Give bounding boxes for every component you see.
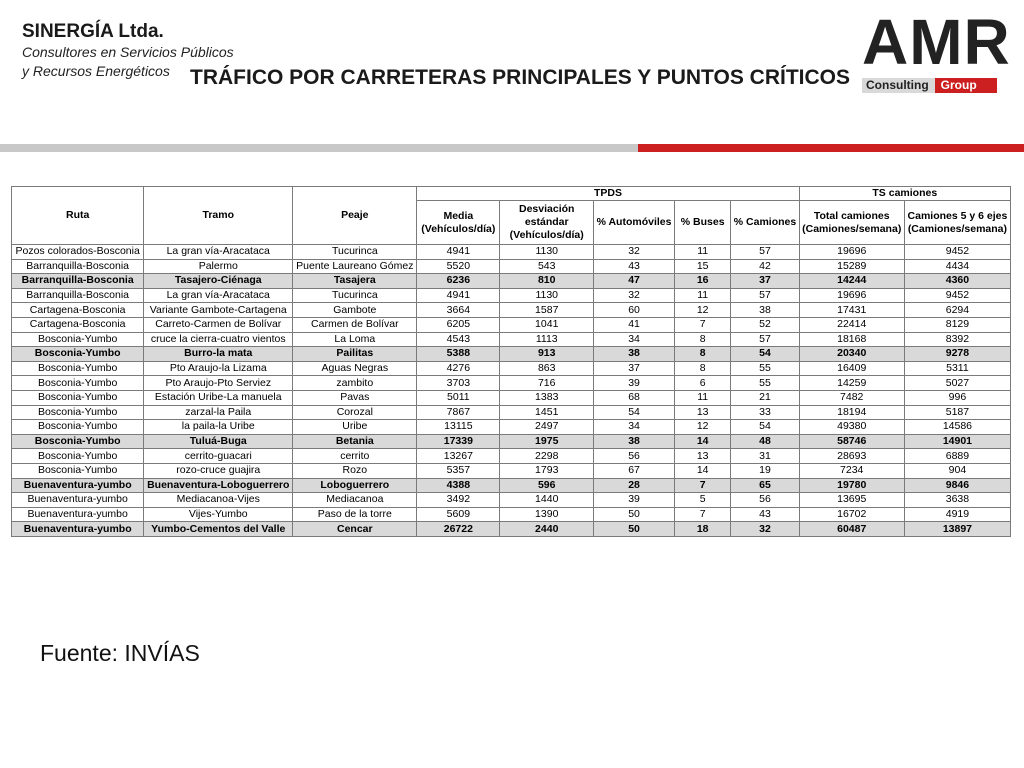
cell-c56: 9278 (904, 347, 1010, 362)
table-row (12, 259, 1011, 274)
table-row (12, 405, 1011, 420)
cell-peaje: Betania (293, 434, 417, 449)
cell-total: 19696 (799, 245, 904, 260)
cell-peaje: Pavas (293, 390, 417, 405)
cell-media: 17339 (417, 434, 500, 449)
table-row (12, 478, 1011, 493)
cell-tramo: La gran vía-Aracataca (144, 245, 293, 260)
header-desviacion: Desviación estándar (Vehículos/día) (500, 201, 594, 245)
cell-auto: 32 (594, 245, 675, 260)
cell-ruta: Buenaventura-yumbo (12, 522, 144, 537)
cell-buses: 11 (674, 288, 731, 303)
table-row (12, 317, 1011, 332)
table-row (12, 463, 1011, 478)
cell-c56: 5187 (904, 405, 1010, 420)
cell-desv: 543 (500, 259, 594, 274)
cell-auto: 50 (594, 507, 675, 522)
cell-ruta: Cartagena-Bosconia (12, 317, 144, 332)
cell-desv: 1383 (500, 390, 594, 405)
cell-desv: 1390 (500, 507, 594, 522)
cell-peaje: Tucurinca (293, 245, 417, 260)
cell-ruta: Buenaventura-yumbo (12, 507, 144, 522)
cell-tramo: la paila-la Uribe (144, 420, 293, 435)
cell-peaje: Carmen de Bolívar (293, 317, 417, 332)
table-row (12, 507, 1011, 522)
cell-media: 5011 (417, 390, 500, 405)
cell-cam: 31 (731, 449, 799, 464)
cell-tramo: cerrito-guacari (144, 449, 293, 464)
cell-auto: 39 (594, 493, 675, 508)
cell-buses: 16 (674, 274, 731, 289)
cell-media: 3664 (417, 303, 500, 318)
cell-desv: 1041 (500, 317, 594, 332)
cell-desv: 863 (500, 361, 594, 376)
cell-cam: 55 (731, 376, 799, 391)
cell-c56: 13897 (904, 522, 1010, 537)
cell-tramo: Buenaventura-Loboguerrero (144, 478, 293, 493)
cell-c56: 9846 (904, 478, 1010, 493)
cell-cam: 48 (731, 434, 799, 449)
divider-red (638, 144, 1024, 152)
cell-peaje: Cencar (293, 522, 417, 537)
company-tagline-2: y Recursos Energéticos (22, 63, 170, 79)
cell-buses: 8 (674, 361, 731, 376)
cell-desv: 1130 (500, 245, 594, 260)
cell-buses: 14 (674, 463, 731, 478)
cell-c56: 3638 (904, 493, 1010, 508)
cell-c56: 4919 (904, 507, 1010, 522)
cell-total: 15289 (799, 259, 904, 274)
cell-peaje: Gambote (293, 303, 417, 318)
amr-logo (862, 6, 1012, 96)
cell-peaje: Loboguerrero (293, 478, 417, 493)
cell-buses: 8 (674, 332, 731, 347)
cell-c56: 9452 (904, 245, 1010, 260)
cell-desv: 1113 (500, 332, 594, 347)
cell-buses: 8 (674, 347, 731, 362)
cell-buses: 11 (674, 390, 731, 405)
cell-c56: 6294 (904, 303, 1010, 318)
cell-ruta: Pozos colorados-Bosconia (12, 245, 144, 260)
cell-peaje: Uribe (293, 420, 417, 435)
cell-tramo: Vijes-Yumbo (144, 507, 293, 522)
cell-c56: 9452 (904, 288, 1010, 303)
cell-ruta: Bosconia-Yumbo (12, 434, 144, 449)
divider-gray (0, 144, 638, 152)
cell-tramo: Pto Araujo-Pto Serviez (144, 376, 293, 391)
cell-auto: 32 (594, 288, 675, 303)
cell-peaje: zambito (293, 376, 417, 391)
cell-buses: 13 (674, 405, 731, 420)
cell-peaje: Paso de la torre (293, 507, 417, 522)
cell-media: 13267 (417, 449, 500, 464)
cell-total: 22414 (799, 317, 904, 332)
cell-total: 28693 (799, 449, 904, 464)
cell-total: 60487 (799, 522, 904, 537)
cell-ruta: Buenaventura-yumbo (12, 478, 144, 493)
cell-c56: 904 (904, 463, 1010, 478)
cell-auto: 50 (594, 522, 675, 537)
cell-ruta: Bosconia-Yumbo (12, 347, 144, 362)
table-row (12, 332, 1011, 347)
cell-cam: 55 (731, 361, 799, 376)
cell-media: 5388 (417, 347, 500, 362)
cell-media: 13115 (417, 420, 500, 435)
cell-media: 3703 (417, 376, 500, 391)
cell-buses: 12 (674, 420, 731, 435)
cell-ruta: Bosconia-Yumbo (12, 449, 144, 464)
cell-ruta: Barranquilla-Bosconia (12, 259, 144, 274)
cell-peaje: Pailitas (293, 347, 417, 362)
table-row (12, 522, 1011, 537)
cell-total: 7234 (799, 463, 904, 478)
cell-total: 7482 (799, 390, 904, 405)
cell-buses: 6 (674, 376, 731, 391)
cell-total: 14244 (799, 274, 904, 289)
cell-desv: 716 (500, 376, 594, 391)
cell-media: 5609 (417, 507, 500, 522)
cell-total: 49380 (799, 420, 904, 435)
cell-auto: 28 (594, 478, 675, 493)
cell-ruta: Bosconia-Yumbo (12, 376, 144, 391)
cell-peaje: Puente Laureano Gómez (293, 259, 417, 274)
logo-consulting: Consulting (862, 78, 935, 93)
cell-media: 6205 (417, 317, 500, 332)
table-row (12, 434, 1011, 449)
cell-desv: 1587 (500, 303, 594, 318)
cell-ruta: Barranquilla-Bosconia (12, 274, 144, 289)
cell-auto: 67 (594, 463, 675, 478)
cell-ruta: Barranquilla-Bosconia (12, 288, 144, 303)
table-row (12, 288, 1011, 303)
table-body (12, 245, 1011, 537)
cell-peaje: La Loma (293, 332, 417, 347)
cell-total: 18168 (799, 332, 904, 347)
cell-cam: 43 (731, 507, 799, 522)
header-ts-camiones: TS camiones (799, 187, 1010, 201)
cell-auto: 54 (594, 405, 675, 420)
cell-peaje: Mediacanoa (293, 493, 417, 508)
cell-media: 7867 (417, 405, 500, 420)
table-row (12, 376, 1011, 391)
table-row (12, 390, 1011, 405)
table-row (12, 274, 1011, 289)
cell-tramo: cruce la cierra-cuatro vientos (144, 332, 293, 347)
cell-total: 16409 (799, 361, 904, 376)
cell-total: 20340 (799, 347, 904, 362)
cell-total: 16702 (799, 507, 904, 522)
cell-c56: 6889 (904, 449, 1010, 464)
cell-ruta: Bosconia-Yumbo (12, 405, 144, 420)
cell-cam: 56 (731, 493, 799, 508)
cell-media: 4543 (417, 332, 500, 347)
cell-tramo: Pto Araujo-la Lizama (144, 361, 293, 376)
cell-buses: 7 (674, 317, 731, 332)
cell-peaje: Corozal (293, 405, 417, 420)
cell-auto: 60 (594, 303, 675, 318)
cell-cam: 52 (731, 317, 799, 332)
cell-cam: 57 (731, 288, 799, 303)
cell-buses: 18 (674, 522, 731, 537)
cell-ruta: Bosconia-Yumbo (12, 390, 144, 405)
cell-tramo: Mediacanoa-Vijes (144, 493, 293, 508)
cell-ruta: Bosconia-Yumbo (12, 332, 144, 347)
cell-c56: 8392 (904, 332, 1010, 347)
cell-tramo: Yumbo-Cementos del Valle (144, 522, 293, 537)
cell-desv: 2298 (500, 449, 594, 464)
cell-c56: 14901 (904, 434, 1010, 449)
cell-cam: 21 (731, 390, 799, 405)
company-name: SINERGÍA Ltda. (22, 21, 164, 42)
cell-tramo: Tasajero-Ciénaga (144, 274, 293, 289)
table-row (12, 347, 1011, 362)
header-tramo: Tramo (144, 187, 293, 245)
cell-peaje: Aguas Negras (293, 361, 417, 376)
cell-auto: 37 (594, 361, 675, 376)
cell-buses: 7 (674, 478, 731, 493)
cell-total: 58746 (799, 434, 904, 449)
table-row (12, 303, 1011, 318)
header-total-camiones: Total camiones (Camiones/semana) (799, 201, 904, 245)
cell-tramo: Variante Gambote-Cartagena (144, 303, 293, 318)
cell-cam: 37 (731, 274, 799, 289)
header-tpds: TPDS (417, 187, 799, 201)
cell-tramo: Burro-la mata (144, 347, 293, 362)
cell-desv: 1451 (500, 405, 594, 420)
cell-tramo: Estación Uribe-La manuela (144, 390, 293, 405)
cell-desv: 1975 (500, 434, 594, 449)
cell-buses: 7 (674, 507, 731, 522)
cell-tramo: Palermo (144, 259, 293, 274)
cell-ruta: Bosconia-Yumbo (12, 420, 144, 435)
cell-desv: 1440 (500, 493, 594, 508)
cell-ruta: Buenaventura-yumbo (12, 493, 144, 508)
cell-desv: 596 (500, 478, 594, 493)
cell-total: 14259 (799, 376, 904, 391)
header-peaje: Peaje (293, 187, 417, 245)
cell-c56: 4434 (904, 259, 1010, 274)
cell-total: 18194 (799, 405, 904, 420)
cell-peaje: Tucurinca (293, 288, 417, 303)
traffic-table (11, 186, 1011, 537)
cell-tramo: La gran vía-Aracataca (144, 288, 293, 303)
table-row (12, 493, 1011, 508)
cell-media: 4941 (417, 288, 500, 303)
cell-auto: 56 (594, 449, 675, 464)
source-note: Fuente: INVÍAS (40, 640, 200, 666)
cell-tramo: Tuluá-Buga (144, 434, 293, 449)
logo-group: Group (935, 78, 997, 93)
cell-cam: 54 (731, 420, 799, 435)
cell-c56: 14586 (904, 420, 1010, 435)
header-ruta: Ruta (12, 187, 144, 245)
cell-cam: 57 (731, 332, 799, 347)
header-media: Media (Vehículos/día) (417, 201, 500, 245)
cell-media: 26722 (417, 522, 500, 537)
header-camiones-5-6-ejes: Camiones 5 y 6 ejes (Camiones/semana) (904, 201, 1010, 245)
cell-tramo: Carreto-Carmen de Bolívar (144, 317, 293, 332)
cell-auto: 34 (594, 420, 675, 435)
cell-buses: 11 (674, 245, 731, 260)
cell-ruta: Cartagena-Bosconia (12, 303, 144, 318)
cell-buses: 14 (674, 434, 731, 449)
cell-auto: 43 (594, 259, 675, 274)
cell-total: 17431 (799, 303, 904, 318)
logo-bar (862, 78, 997, 93)
table-row (12, 449, 1011, 464)
cell-cam: 32 (731, 522, 799, 537)
cell-buses: 5 (674, 493, 731, 508)
cell-cam: 33 (731, 405, 799, 420)
cell-total: 13695 (799, 493, 904, 508)
cell-cam: 38 (731, 303, 799, 318)
cell-cam: 42 (731, 259, 799, 274)
cell-cam: 65 (731, 478, 799, 493)
table-row (12, 420, 1011, 435)
cell-c56: 4360 (904, 274, 1010, 289)
cell-tramo: zarzal-la Paila (144, 405, 293, 420)
cell-desv: 1793 (500, 463, 594, 478)
header-camiones: % Camiones (731, 201, 799, 245)
cell-peaje: Tasajera (293, 274, 417, 289)
cell-buses: 15 (674, 259, 731, 274)
cell-desv: 2497 (500, 420, 594, 435)
cell-media: 4388 (417, 478, 500, 493)
cell-cam: 57 (731, 245, 799, 260)
company-tagline-1: Consultores en Servicios Públicos (22, 44, 234, 60)
logo-text: AMR (862, 6, 1011, 78)
cell-cam: 54 (731, 347, 799, 362)
cell-auto: 41 (594, 317, 675, 332)
cell-ruta: Bosconia-Yumbo (12, 361, 144, 376)
cell-buses: 13 (674, 449, 731, 464)
cell-auto: 38 (594, 434, 675, 449)
cell-desv: 810 (500, 274, 594, 289)
cell-media: 4276 (417, 361, 500, 376)
header-buses: % Buses (674, 201, 731, 245)
cell-desv: 913 (500, 347, 594, 362)
cell-desv: 2440 (500, 522, 594, 537)
cell-media: 3492 (417, 493, 500, 508)
cell-media: 5357 (417, 463, 500, 478)
cell-auto: 38 (594, 347, 675, 362)
cell-media: 4941 (417, 245, 500, 260)
cell-peaje: Rozo (293, 463, 417, 478)
cell-tramo: rozo-cruce guajira (144, 463, 293, 478)
cell-c56: 996 (904, 390, 1010, 405)
cell-auto: 34 (594, 332, 675, 347)
cell-c56: 5311 (904, 361, 1010, 376)
table-row (12, 361, 1011, 376)
header-automoviles: % Automóviles (594, 201, 675, 245)
cell-c56: 8129 (904, 317, 1010, 332)
cell-peaje: cerrito (293, 449, 417, 464)
cell-auto: 47 (594, 274, 675, 289)
cell-auto: 68 (594, 390, 675, 405)
page-title: TRÁFICO POR CARRETERAS PRINCIPALES Y PUNTOS CRÍTICOS (190, 66, 851, 89)
cell-desv: 1130 (500, 288, 594, 303)
cell-auto: 39 (594, 376, 675, 391)
cell-total: 19696 (799, 288, 904, 303)
table-row (12, 245, 1011, 260)
cell-media: 6236 (417, 274, 500, 289)
cell-cam: 19 (731, 463, 799, 478)
cell-media: 5520 (417, 259, 500, 274)
cell-total: 19780 (799, 478, 904, 493)
cell-c56: 5027 (904, 376, 1010, 391)
cell-ruta: Bosconia-Yumbo (12, 463, 144, 478)
cell-buses: 12 (674, 303, 731, 318)
